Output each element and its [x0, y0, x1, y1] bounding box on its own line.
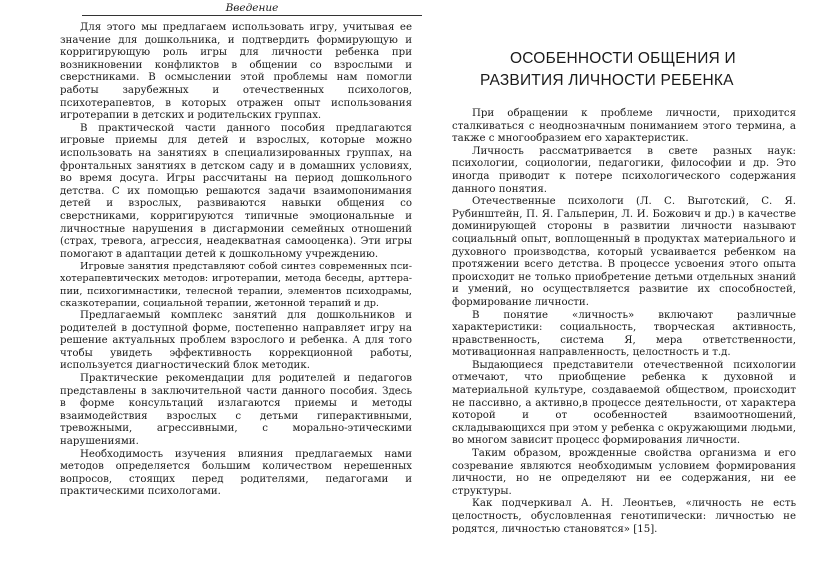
paragraph: Как подчеркивал А. Н. Леонтьев, «личность не есть целостность, обусловленная генотипически: личностью не родятся, личностью становятся» [15]. — [452, 498, 796, 535]
chapter-title — [480, 48, 780, 92]
chapter-title-line-2: РАЗВИТИЯ ЛИЧНОСТИ РЕБЕНКА — [480, 72, 734, 89]
running-head: Введение — [82, 2, 422, 16]
chapter-title-line-1: ОСОБЕННОСТИ ОБЩЕНИЯ И — [510, 50, 736, 67]
paragraph: Практические рекомендации для родителей и педагогов представлены в заключительной части данного пособия. Здесь в форме консультаций излагаются приемы и методы взаимодействия взрослых с детьми гиперактивными, тревожными, агрессивными, с морально-этическими нарушениями. — [60, 373, 412, 448]
paragraph: В практической части данного пособия предлагаются игровые приемы для детей и взрослых, которые можно использовать на занятиях в специализированных группах, на фронтальных занятиях в детском саду и в домашних условиях, во время досуга. Игры рассчитаны на период дошкольного детства. С их помощью решаются задачи взаимопонимания детей и взрослых, развиваются навыки общения со сверстниками, корригируются типичные эмоциональные и личностные нарушения в дисгармонии семейных отношений (страх, тревога, агрессия, неадекватная самооценка). Эти игры помогают в адаптации детей к дошкольному учреждению. — [60, 122, 412, 260]
paragraph: Игровые занятия представляют собой синтез современных психотерапевтических методов: игротерапии, метода беседы, арттерапии, психогимнастики, телесной терапии, элементов психодрамы, сказкотерапии, социальной терапии, жетонной терапий и др. — [60, 261, 412, 309]
paragraph: В понятие «личность» включают различные характеристики: социальность, творческая активность, нравственность, система Я, мера ответственности, мотивационная направленность, целостность и т.д. — [452, 309, 796, 359]
paragraph: Выдающиеся представители отечественной психологии отмечают, что приобщение ребенка к духовной и материальной культуре, создаваемой обществом, происходит не пассивно, а активно,в процессе деятельности, от характера которой и от особенностей взаимоотношений, складывающихся при этом у ребенка с окружающими людьми, во многом зависит процесс формирования личности. — [452, 359, 796, 447]
paragraph: Личность рассматривается в свете разных наук: психологии, социологии, педагогики, философии и др. Это иногда приводит к потере психологического содержания данного понятия. — [452, 145, 796, 195]
left-page-text — [60, 22, 412, 499]
right-page-text — [452, 108, 796, 536]
paragraph: При обращении к проблеме личности, приходится сталкиваться с неоднозначным пониманием этого термина, а также с многообразием его характеристик. — [452, 108, 796, 145]
paragraph: Необходимость изучения влияния предлагаемых нами методов определяется большим количеством нерешенных вопросов, стоящих перед родителями, педагогами и практическими психологами. — [60, 448, 412, 498]
paragraph: Таким образом, врожденные свойства организма и его созревание являются необходимым условием формирования личности, но не определяют ни ее содержания, ни ее структуры. — [452, 448, 796, 497]
paragraph: Для этого мы предлагаем использовать игру, учитывая ее значение для дошкольника, и подтвердить формирующую и корригирующую роль игры для личности ребенка при возникновении конфликтов в общении со взрослыми и сверстниками. В осмыслении этой проблемы нам помогли работы зарубежных и отечественных психологов, психотерапевтов, в которых отражен опыт использования игротерапии в детских и родительских группах. — [60, 22, 412, 122]
paragraph: Предлагаемый комплекс занятий для дошкольников и родителей в доступной форме, постепенно направляет игру на решение актуальных проблем взрослого и ребенка. А для того чтобы увидеть эффективность коррекционной работы, используется диагностический блок методик. — [60, 310, 412, 372]
paragraph: Отечественные психологи (Л. С. Выготский, С. Я. Рубинштейн, П. Я. Гальперин, Л. И. Божович и др.) в качестве доминирующей стороны в развитии личности называют социальный опыт, воплощенный в продуктах материального и духовного производства, который усваивается ребенком на протяжении всего детства. В процессе усвоения этого опыта происходит не только приобретение детьми отдельных знаний и умений, но осуществляется развитие их способностей, формирование личности. — [452, 196, 796, 308]
